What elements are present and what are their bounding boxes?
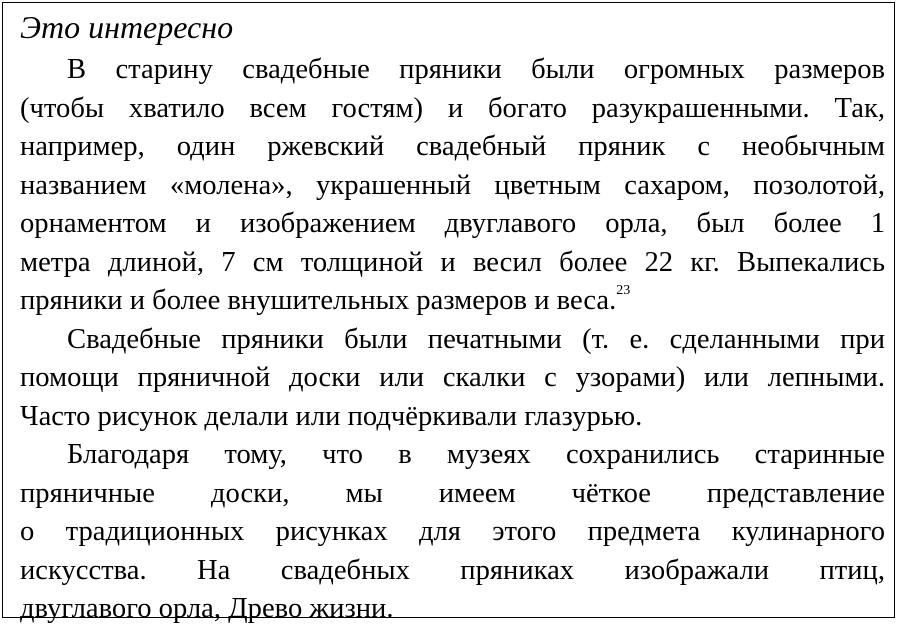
text-line: о традиционных рисунках для этого предмета кулинарного [20, 516, 885, 547]
text-line: орнаментом и изображением двуглавого орла, был более 1 [20, 208, 885, 239]
text-line: например, один ржевский свадебный пряник с необычным [20, 131, 885, 162]
info-box [2, 2, 895, 624]
footnote-reference: 23 [616, 283, 631, 299]
text-line: Благодаря тому, что в музеях сохранились старинные [67, 439, 885, 470]
paragraph-2 [20, 321, 885, 437]
text-line: помощи пряничной доски или скалки с узорами) или лепными. [20, 362, 885, 393]
text-line: двуглавого орла, Древо жизни. [20, 593, 394, 624]
text-line: пряничные доски, мы имеем чёткое представление [20, 477, 885, 509]
paragraph-3 [20, 436, 885, 629]
text-line: В старину свадебные пряники были огромных размеров [67, 54, 885, 85]
text-line: Часто рисунок делали или подчёркивали глазурью. [20, 400, 643, 432]
box-title: Это интересно [20, 9, 234, 45]
paragraph-1 [20, 51, 885, 321]
text-line-content: пряники и более внушительных размеров и веса. [20, 285, 617, 316]
text-line: метра длиной, 7 см толщиной и весил более 22 кг. Выпекались [20, 246, 885, 278]
text-line: Свадебные пряники были печатными (т. е. сделанными при [67, 323, 885, 355]
text-line: искусства. На свадебных пряниках изображали птиц, [20, 554, 885, 586]
text-line-with-footnote [20, 282, 885, 321]
text-line: названием «молена», украшенный цветным сахаром, позолотой, [20, 169, 885, 201]
text-line: (чтобы хватило всем гостям) и богато разукрашенными. Так, [20, 92, 885, 124]
box-content [20, 51, 885, 629]
